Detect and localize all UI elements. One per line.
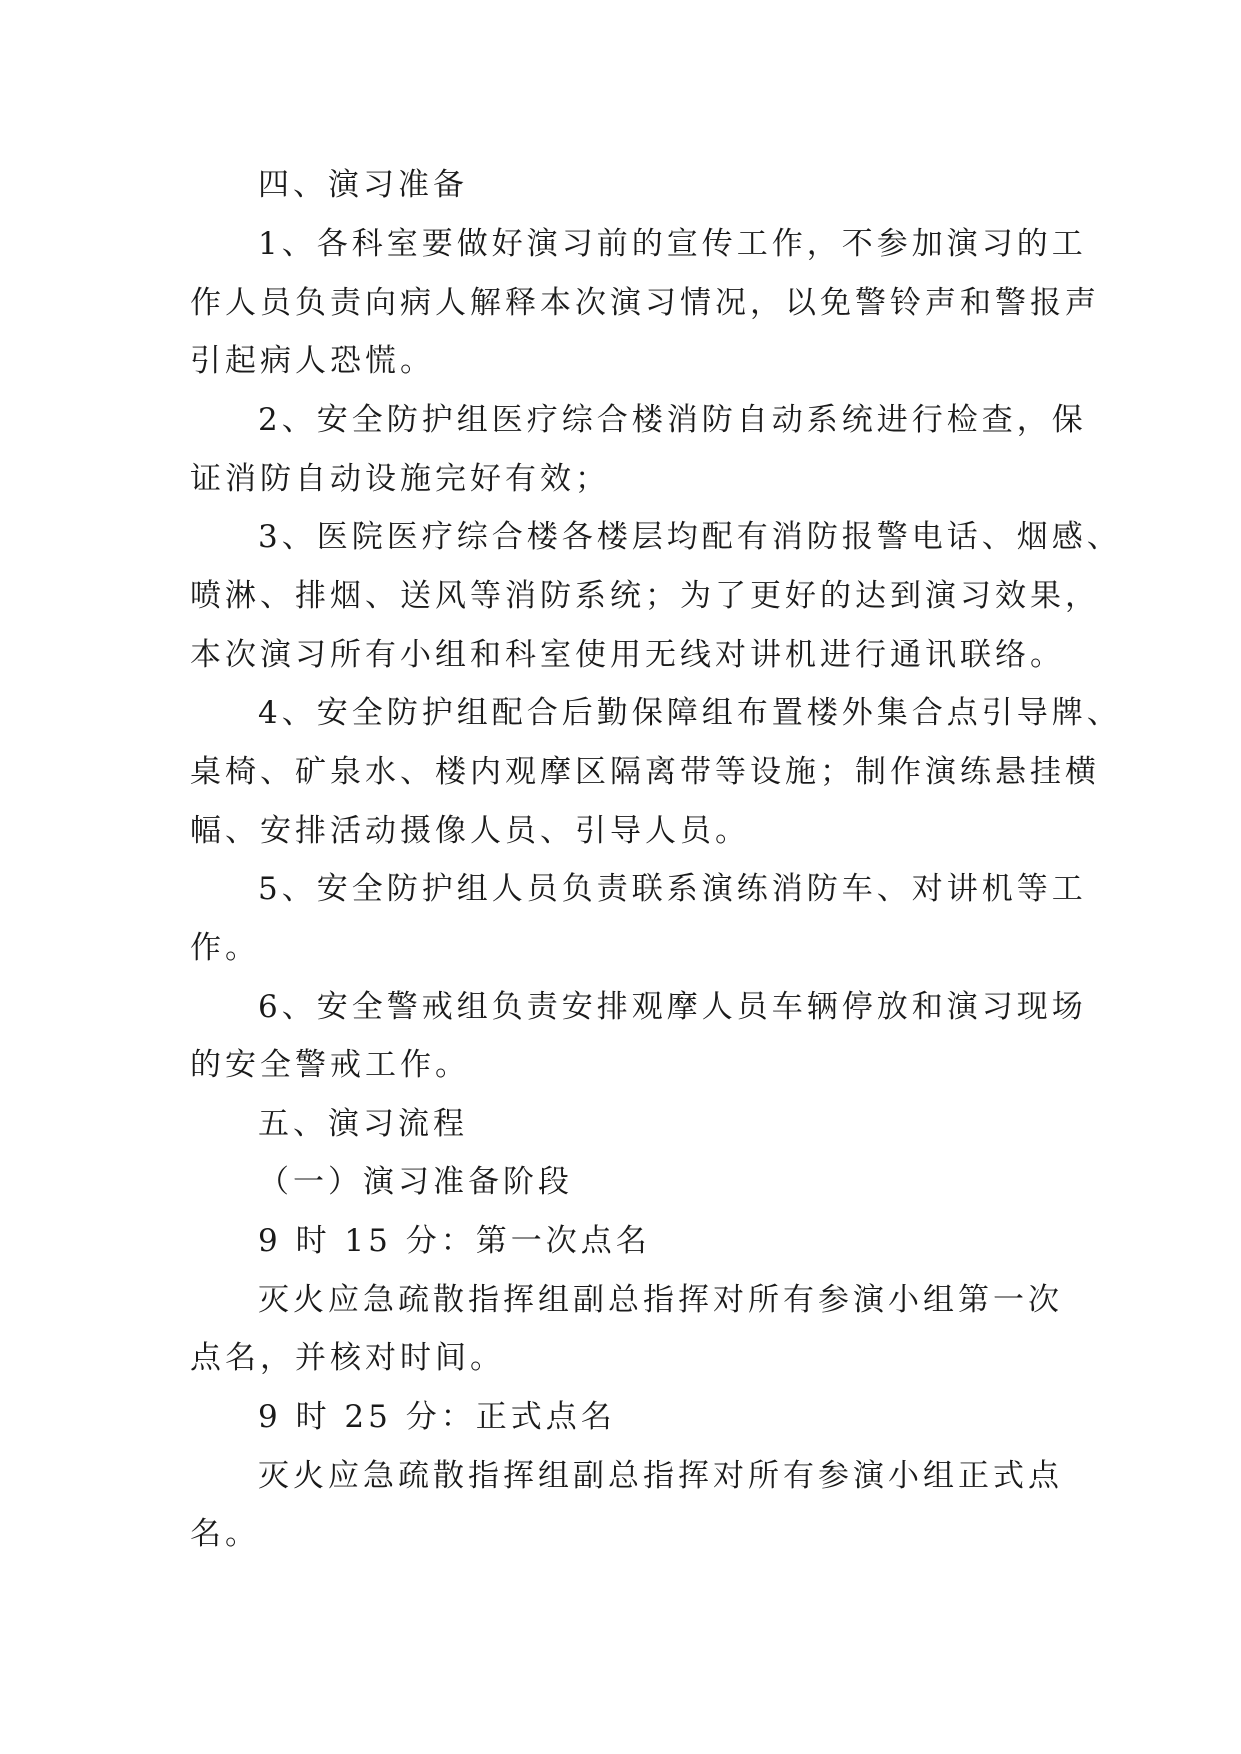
paragraph-line: 灭火应急疏散指挥组副总指挥对所有参演小组第一次 (258, 1282, 1063, 1318)
paragraph-line: 喷淋、排烟、送风等消防系统；为了更好的达到演习效果， (190, 578, 1100, 614)
paragraph-line: 的安全警戒工作。 (190, 1047, 470, 1083)
paragraph-line: 灭火应急疏散指挥组副总指挥对所有参演小组正式点 (258, 1458, 1063, 1494)
paragraph-line: 2、安全防护组医疗综合楼消防自动系统进行检查，保 (258, 402, 1087, 438)
paragraph-line: 作人员负责向病人解释本次演习情况，以免警铃声和警报声 (190, 285, 1100, 321)
section-heading-drill-preparation: 四、演习准备 (258, 167, 468, 203)
paragraph-line: 桌椅、矿泉水、楼内观摩区隔离带等设施；制作演练悬挂横 (190, 754, 1100, 790)
paragraph-line: 幅、安排活动摄像人员、引导人员。 (190, 813, 750, 849)
paragraph-line: 5、安全防护组人员负责联系演练消防车、对讲机等工 (258, 871, 1087, 907)
paragraph-line: 点名，并核对时间。 (190, 1340, 505, 1376)
time-heading: 9 时 15 分：第一次点名 (258, 1223, 651, 1259)
time-heading: 9 时 25 分：正式点名 (258, 1399, 616, 1435)
paragraph-line: 名。 (190, 1516, 260, 1552)
paragraph-line: 引起病人恐慌。 (190, 343, 435, 379)
paragraph-line: 1、各科室要做好演习前的宣传工作，不参加演习的工 (258, 226, 1087, 262)
paragraph-line: 作。 (190, 930, 260, 966)
section-heading-drill-process: 五、演习流程 (258, 1106, 468, 1142)
paragraph-line: 4、安全防护组配合后勤保障组布置楼外集合点引导牌、 (258, 695, 1122, 731)
paragraph-line: 证消防自动设施完好有效； (190, 461, 610, 497)
paragraph-line: 3、医院医疗综合楼各楼层均配有消防报警电话、烟感、 (258, 519, 1122, 555)
paragraph-line: 6、安全警戒组负责安排观摩人员车辆停放和演习现场 (258, 989, 1087, 1025)
subsection-heading: （一）演习准备阶段 (258, 1164, 573, 1200)
paragraph-line: 本次演习所有小组和科室使用无线对讲机进行通讯联络。 (190, 637, 1065, 673)
